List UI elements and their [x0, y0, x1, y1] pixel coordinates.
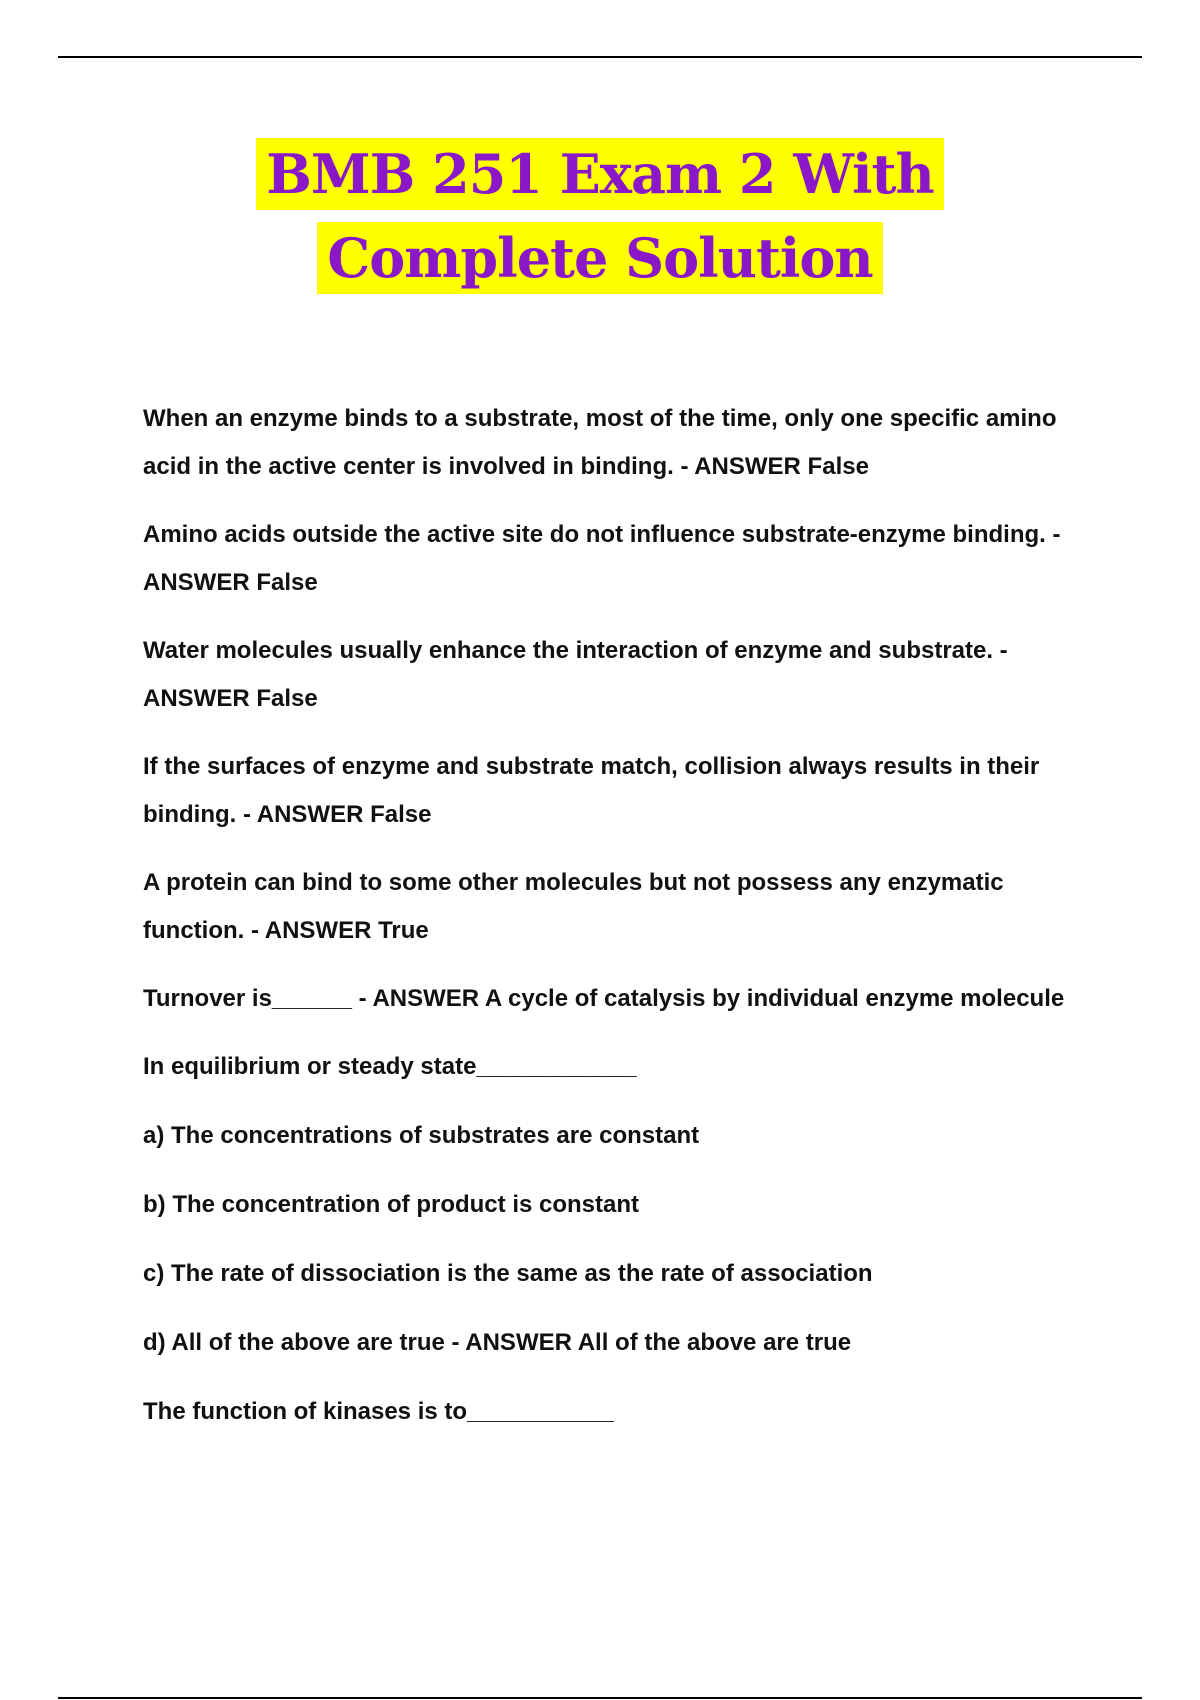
option-item: d) All of the above are true - ANSWER All of the above are true	[143, 1329, 852, 1356]
option-item: c) The rate of dissociation is the same as the rate of association	[143, 1260, 873, 1287]
question-item: Water molecules usually enhance the interaction of enzyme and substrate. - ANSWER False	[143, 637, 1008, 712]
question-list	[143, 395, 1083, 1457]
question-item: Amino acids outside the active site do not influence substrate-enzyme binding. - ANSWER False	[143, 521, 1061, 596]
question-item: The function of kinases is to___________	[143, 1398, 614, 1425]
title-line-2: Complete Solution	[317, 222, 882, 294]
title-line-1: BMB 251 Exam 2 With	[256, 138, 943, 210]
question-item: If the surfaces of enzyme and substrate match, collision always results in their binding. - ANSWER False	[143, 753, 1040, 828]
header-rule	[58, 56, 1142, 58]
question-item: When an enzyme binds to a substrate, most of the time, only one specific amino acid in the active center is involved in binding. - ANSWER False	[143, 405, 1057, 480]
question-item: In equilibrium or steady state____________	[143, 1053, 637, 1080]
question-item: A protein can bind to some other molecules but not possess any enzymatic function. - ANSWER True	[143, 869, 1004, 944]
question-item: Turnover is______ - ANSWER A cycle of catalysis by individual enzyme molecule	[143, 985, 1065, 1012]
document-title	[0, 138, 1200, 306]
option-item: a) The concentrations of substrates are constant	[143, 1122, 700, 1149]
footer-rule	[58, 1697, 1142, 1699]
option-item: b) The concentration of product is constant	[143, 1191, 640, 1218]
